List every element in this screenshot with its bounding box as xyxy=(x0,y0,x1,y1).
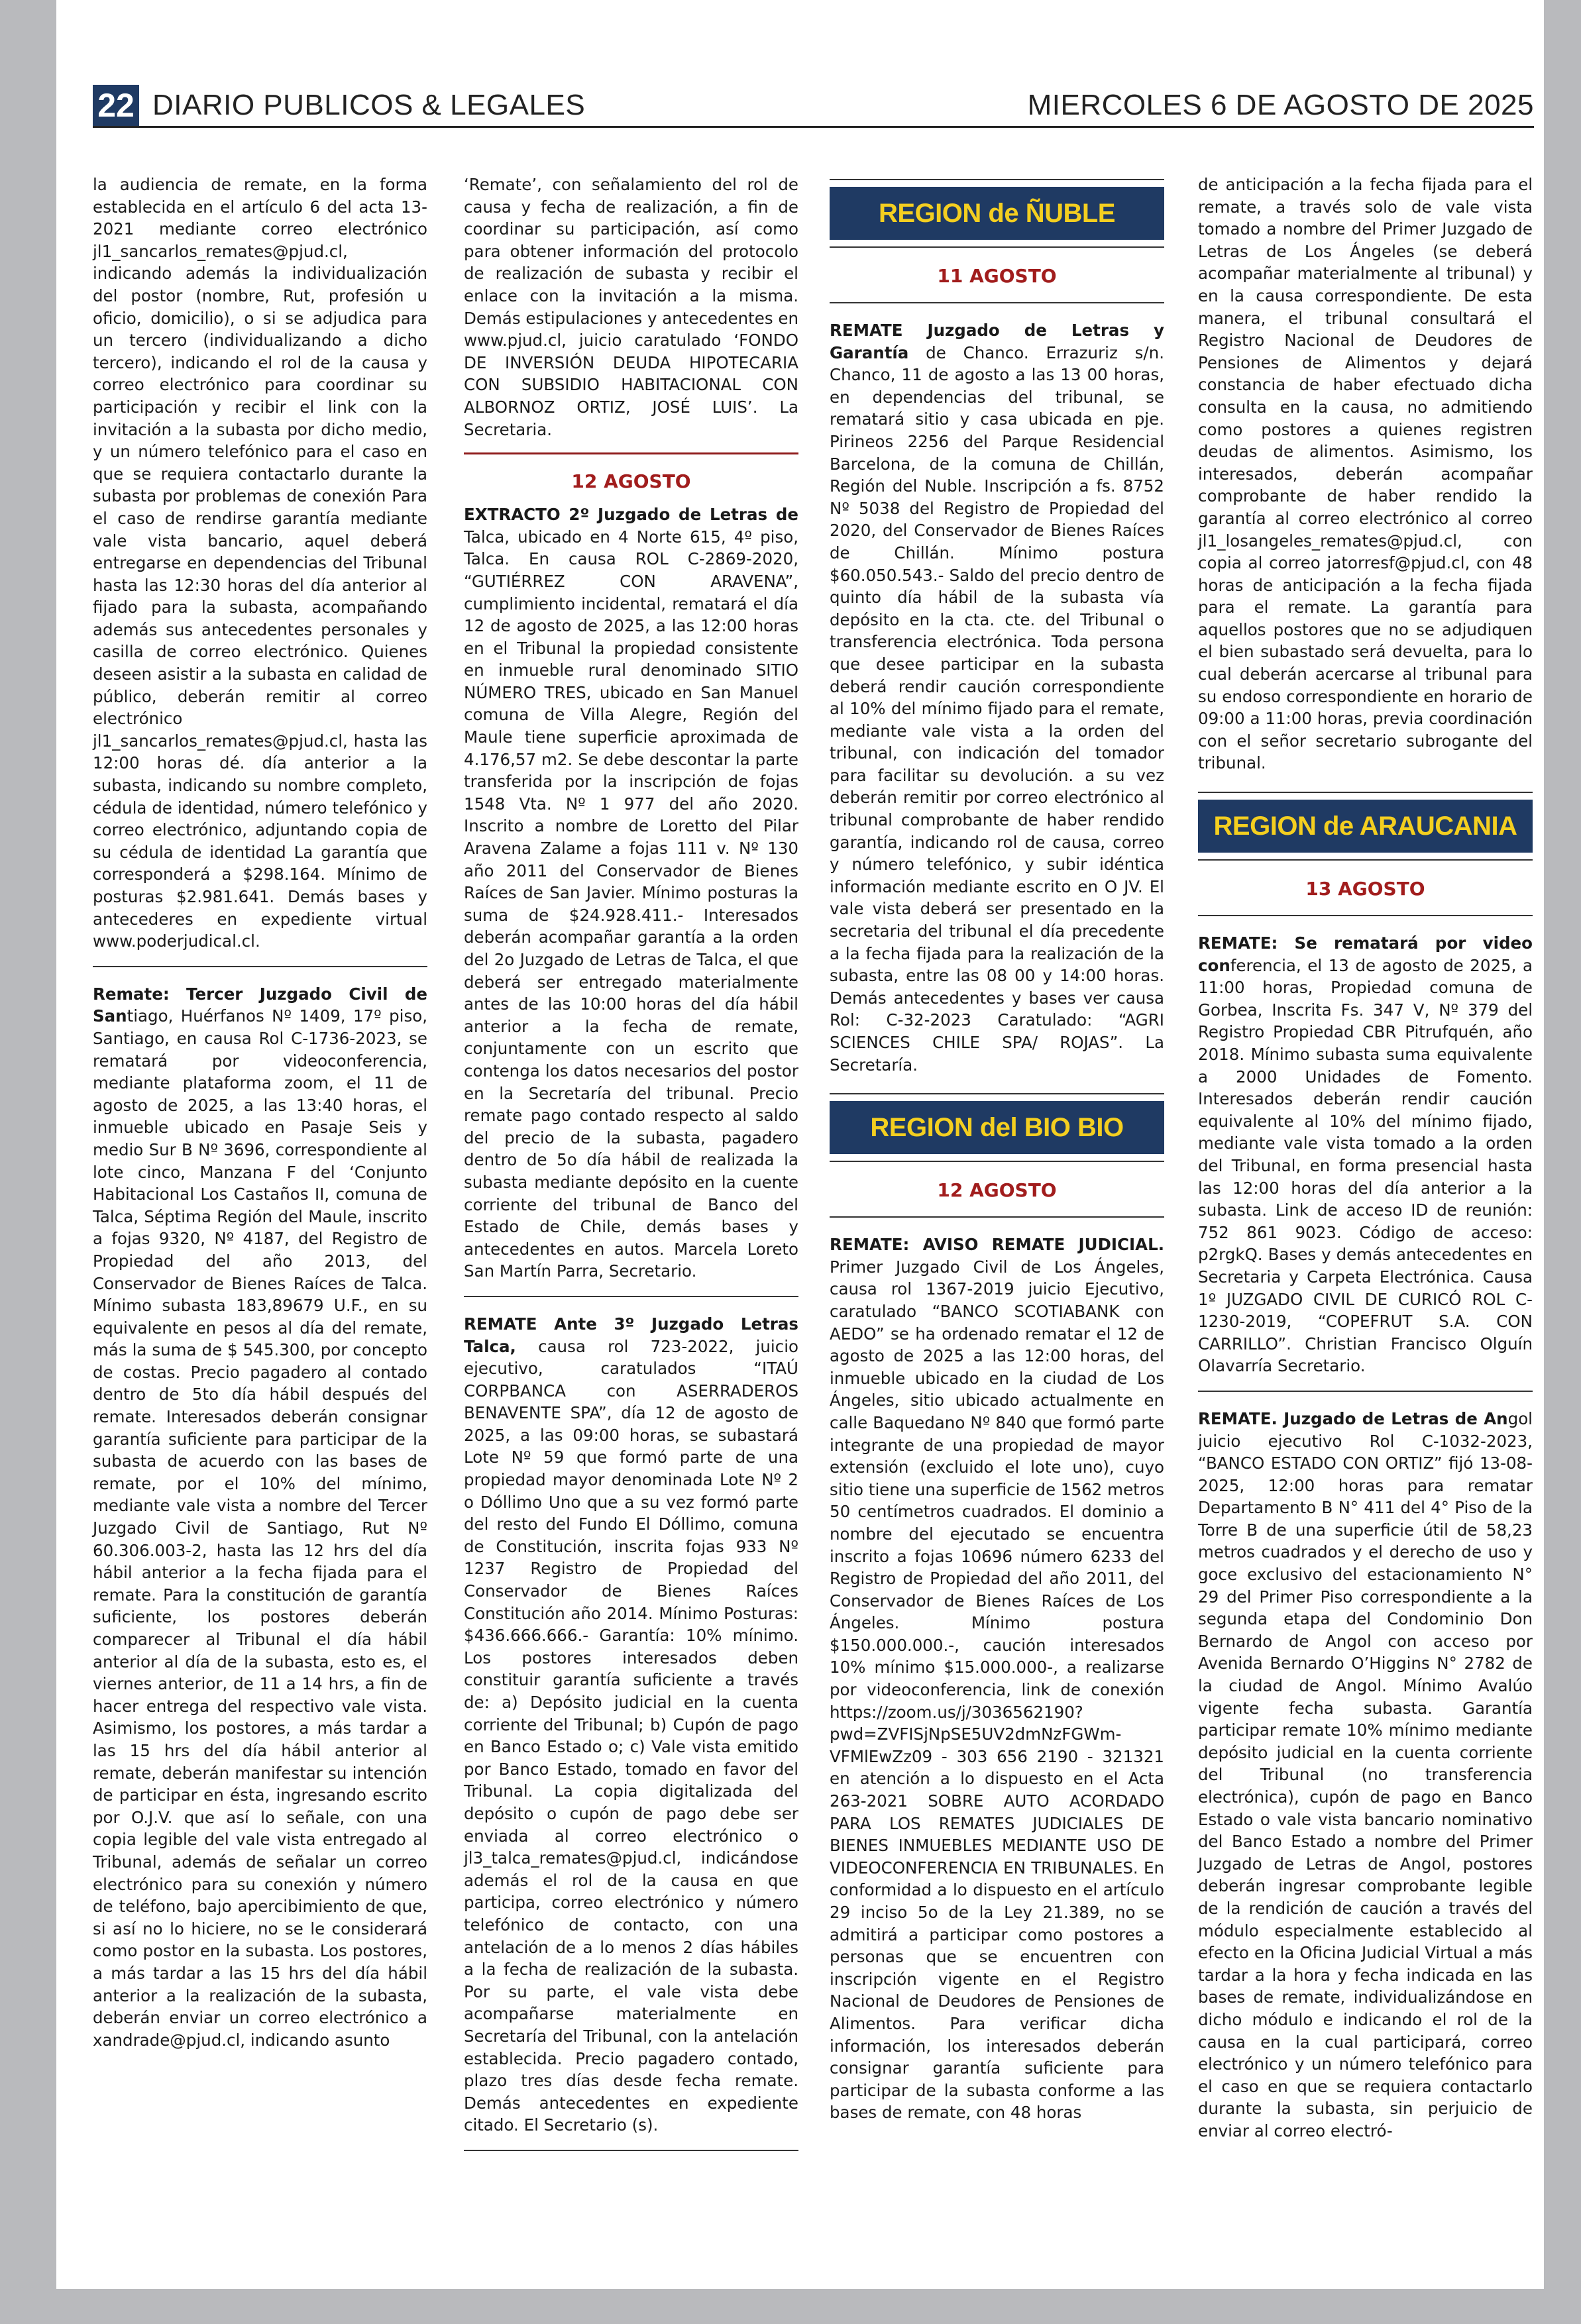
page-header xyxy=(93,85,1534,128)
notice-lead: REMATE Juzgado de Letras y Garantía xyxy=(830,321,1164,362)
region-banner xyxy=(830,179,1164,248)
publication-title: DIARIO PUBLICOS & LEGALES xyxy=(152,89,586,121)
notice xyxy=(830,1234,1164,2124)
divider xyxy=(830,1216,1164,1218)
issue-date: MIERCOLES 6 DE AGOSTO DE 2025 xyxy=(1027,89,1534,121)
notice-lead: REMATE. Juzgado de Letras de An xyxy=(1198,1408,1508,1428)
notice-text: Talca, ubicado en 4 Norte 615, 4º piso, Talca. En causa ROL C-2869-2020, “GUTIÉRREZ CON ARAVENA”, cumplimiento incidental, rematará el día 12 de agosto de 2025, a las 12:00 horas en el Tribunal la propiedad consistente en inmueble rural denominado SITIO NÚMERO TRES, ubicado en San Manuel comuna de Villa Alegre, Región del Maule tiene superficie aproximada de 4.176,57 m2. Se debe descontar la parte transferida por la inscripción de fojas 1548 Vta. Nº 1 977 del año 2020. Inscrito a nombre de Loretto del Pilar Aravena Zalame a fojas 111 v. Nº 130 año 2011 del Conservador de Bienes Raíces de San Javier. Mínimo posturas la suma de $24.928.411.- Interesados deberán acompañar garantía a la orden del 2o Juzgado de Letras de Talca, el que deberá ser entregado materialmente antes de las 10:00 horas del día hábil anterior a la fecha de remate, conjuntamente con un escrito que contenga los datos necesarios del postor en la Secretaría del tribunal. Precio remate pago contado respecto al saldo del precio de la subasta, pagadero dentro de 5o día hábil de realizada la subasta mediante depósito en la cuente corriente del tribunal de Banco del Estado de Chile, demás bases y antecedentes en autos. Marcela Loreto San Martín Parra, Secretario. xyxy=(464,527,798,1281)
notice-text: Primer Juzgado Civil de Los Ángeles, causa rol 1367-2019 juicio Ejecutivo, caratulado “BANCO SCOTIABANK con AEDO” se ha ordenado rematar el 12 de agosto de 2025 a las 12:00 horas, del inmueble ubicado en la ciudad de Los Ángeles, sitio ubicado actualmente en calle Baquedano Nº 840 que formó parte integrante de una propiedad de mayor extensión (excluido el lote uno), cuyo sitio tiene una superficie de 1562 metros 50 centímetros cuadrados. El dominio a nombre del ejecutado se encuentra inscrito a fojas 10696 número 6233 del Registro de Propiedad del año 2011, del Conservador de Bienes Raíces de Los Ángeles. Mínimo postura $150.000.000.-, caución interesados 10% mínimo $15.000.000-, a realizarse por videoconferencia, link de conexión https://zoom.us/j/3036562190?pwd=ZVFISjNpSE5UV2dmNzFGWm-VFMlEwZz09 - 303 656 2190 - 321321 en atención a lo dispuesto en el Acta 263-2021 SOBRE AUTO ACORDADO PARA LOS REMATES JUDICIALES DE BIENES INMUEBLES MEDIANTE USO DE VIDEOCONFERENCIA EN TRIBUNALES. En conformidad a lo dispuesto en el artículo 29 inciso 5o de la Ley 21.389, no se admitirá a participar como postores a personas que se encuentren con inscripción vigente en el Registro Nacional de Deudores de Pensiones de Alimentos. Para verificar dicha información, los interesados deberán consignar garantía suficiente para participar de la subasta conforme a las bases de remate, con 48 horas xyxy=(830,1257,1164,2123)
notice-text: causa rol 723-2022, juicio ejecutivo, caratulados “ITAÚ CORPBANCA con ASERRADEROS BENAVENTE SPA”, día 12 de agosto de 2025, a las 09:00 horas, se subastará Lote Nº 59 que formó parte de una propiedad mayor denominada Lote Nº 2 o Dóllimo Uno que a su vez formó parte del resto del Fundo El Dóllimo, comuna de Constitución, inscrita fojas 933 Nº 1237 Registro de Propiedad del Conservador de Bienes Raíces Constitución año 2014. Mínimo Posturas: $436.666.666.- Garantía: 10% mínimo. Los postores interesados deben constituir garantía suficiente a través de: a) Depósito judicial en la cuenta corriente del Tribunal; b) Cupón de pago en Banco Estado o; c) Vale vista emitido por Banco Estado, tomado en favor del Tribunal. La copia digitalizada del depósito o cupón de pago debe ser enviada al correo electrónico o jl3_talca_remates@pjud.cl, indicándose además el rol de la causa en que participa, correo electrónico y número telefónico de contacto, con una antelación de a lo menos 2 días hábiles a la fecha de realización de la subasta. Por su parte, el vale vista debe acompañarse materialmente en Secretaría del Tribunal, con la antelación establecida. Precio pagadero contado, plazo tres días desde fecha remate. Demás antecedentes en expediente citado. El Secretario (s). xyxy=(464,1336,798,2135)
divider xyxy=(93,966,427,967)
notice-text: de Chanco. Errazuriz s/n. Chanco, 11 de agosto a las 13 00 horas, en dependencias del tribunal, se rematará sitio y casa ubicada en pje. Pirineos 2256 del Parque Residencial Barcelona, de la comuna de Chillán, Región del Nuble. Inscripción a fs. 8752 Nº 5038 del Registro de Propiedad del 2020, del Conservador de Bienes Raíces de Chillán. Mínimo postura $60.050.543.- Saldo del precio dentro de quinto día hábil de la subasta vía depósito en la cta. cte. del Tribunal o transferencia electrónica. Toda persona que desee participar en la subasta deberá rendir caución correspondiente al 10% del mínimo fijado para el remate, mediante vale vista a la orden del tribunal, con indicación del tomador para facilitar su devolución. a su vez deberán remitir por correo electrónico al tribunal comprobante de haber rendido garantía, indicando rol de causa, correo y número telefónico, y subir idéntica información mediante escrito en O JV. El vale vista deberá ser presentado en la secretaria del tribunal el día precedente a la fecha fijada para la realización de la subasta, entre las 08 00 y 14:00 horas. Demás antecedentes y bases ver causa Rol: C-32-2023 Caratulado: “AGRI SCIENCES CHILE SPA/ ROJAS”. La Secretaría. xyxy=(830,343,1164,1075)
notice-text: de anticipación a la fecha fijada para el remate, a través solo de vale vista tomado a nombre del Primer Juzgado de Letras de Los Ángeles (se deberá acompañar materialmente al tribunal) y en la causa correspondiente. De esta manera, el tribunal consultará el Registro Nacional de Deudores de Pensiones de Alimentos y dejará constancia de haber efectuado dicha consulta en la causa, no admitiendo como postores a quienes registren deudas de alimentos. Asimismo, los interesados, deberán acompañar comprobante de haber rendido la garantía al correo electrónico al correo jl1_losangeles_remates@pjud.cl, con copia al correo jatorresf@pjud.cl, con 48 horas de anticipación a la fecha fijada para el remate. La garantía para aquellos postores que no se adjudiquen el bien subastado será devuelta, para lo cual deberán acercarse al tribunal para su endoso correspondiente en horario de 09:00 a 11:00 horas, previa coordinación con el señor secretario subrogante del tribunal. xyxy=(1198,175,1533,773)
region-banner xyxy=(830,1093,1164,1162)
divider xyxy=(464,452,798,454)
notice-text: ferencia, el 13 de agosto de 2025, a 11:00 horas, Propiedad comuna de Gorbea, Inscrita Fs. 347 V, Nº 379 del Registro Propiedad CBR Pitrufquén, año 2018. Mínimo subasta suma equivalente a 2000 Unidades de Fomento. Interesados deberán rendir caución equivalente al 10% del mínimo fijado, mediante vale vista tomado a la orden del Tribunal, en forma presencial hasta las 12:00 horas del día anterior a la subasta. Link de acceso ID de reunión: 752 861 9023. Código de acceso: p2rgkQ. Bases y demás antecedentes en Secretaria y Carpeta Electrónica. Causa 1º JUZGADO CIVIL DE CURICÓ ROL C-1230-2019, “COPEFRUT S.A. CON CARRILLO”. Christian Francisco Olguín Olavarría Secretario. xyxy=(1198,955,1533,1376)
region-title: REGION del BIO BIO xyxy=(830,1101,1164,1154)
column-3 xyxy=(830,174,1164,2124)
divider xyxy=(1198,1391,1533,1392)
date-heading: 13 AGOSTO xyxy=(1305,878,1425,900)
notice-lead: REMATE: Se rematará por video con xyxy=(1198,933,1533,975)
notice-text: tiago, Huérfanos Nº 1409, 17º piso, Santiago, en causa Rol C-1736-2023, se rematará por videoconferencia, mediante plataforma zoom, el 11 de agosto de 2025, a las 13:40 horas, el inmueble ubicado en Pasaje Seis y medio Sur B Nº 3696, correspondiente al lote cinco, Manzana F del ‘Conjunto Habitacional Los Castaños II, comuna de Talca, Séptima Región del Maule, inscrito a fojas 9320, Nº 4187, del Registro de Propiedad del año 2013, del Conservador de Bienes Raíces de Talca. Mínimo subasta 183,89679 U.F., en su equivalente en pesos al día del remate, más la suma de $ 545.300, por concepto de costas. Precio pagadero al contado dentro de 5to día hábil después del remate. Interesados deberán consignar garantía suficiente para participar de la subasta de acuerdo con las bases de remate, por el 10% del mínimo, mediante vale vista a nombre del Tercer Juzgado Civil de Santiago, Rut Nº 60.306.003-2, hasta las 12 hrs del día hábil anterior a la fecha fijada para el remate. Para la constitución de garantía suficiente, los postores deberán comparecer al Tribunal el día hábil anterior al día de la subasta, esto es, el viernes anterior, de 11 a 14 hrs, a fin de hacer entrega del respectivo vale vista. Asimismo, los postores, a más tardar a las 15 hrs del día hábil anterior al remate, deberán manifestar su intención de participar en ésta, ingresando escrito por O.J.V. que así lo señale, con una copia legible del vale vista entregado al Tribunal, además de señalar un correo electrónico para su conexión y número de teléfono, bajo apercibimiento de que, si así no lo hiciere, no se le considerará como postor en la subasta. Los postores, a más tardar a las 15 hrs del día hábil anterior a la realización de la subasta, deberán enviar un correo electrónico a xandrade@pjud.cl, indicando asunto xyxy=(93,1006,427,2050)
region-title: REGION de ARAUCANIA xyxy=(1198,800,1533,853)
column-2 xyxy=(464,174,798,2167)
page-number: 22 xyxy=(93,85,139,126)
date-heading: 11 AGOSTO xyxy=(937,265,1057,287)
column-1 xyxy=(93,174,427,2051)
notice xyxy=(830,319,1164,1076)
notice-text: ‘Remate’, con señalamiento del rol de causa y fecha de realización, a fin de coordinar su participación, así como para obtener información del protocolo de realización de subasta y recibir el enlace con la invitación a la misma. Demás estipulaciones y antecedentes en www.pjud.cl, juicio caratulado ‘FONDO DE INVERSIÓN DEUDA HIPOTECARIA CON SUBSIDIO HABITACIONAL CON ALBORNOZ ORTIZ, JOSÉ LUIS’. La Secretaria. xyxy=(464,175,798,439)
date-heading: 12 AGOSTO xyxy=(571,470,691,493)
column-4 xyxy=(1198,174,1533,2142)
divider xyxy=(464,2150,798,2151)
notice xyxy=(464,503,798,1283)
notice-lead: EXTRACTO 2º Juzgado de Letras de xyxy=(464,505,798,525)
date-heading: 12 AGOSTO xyxy=(937,1179,1057,1202)
notice-lead: Remate: Tercer Juzgado Civil de San xyxy=(93,984,427,1026)
notice xyxy=(1198,932,1533,1377)
divider xyxy=(464,1296,798,1297)
divider xyxy=(1198,915,1533,916)
notice xyxy=(464,1313,798,2137)
region-title: REGION de ÑUBLE xyxy=(830,187,1164,240)
notice-lead: REMATE: AVISO REMATE JUDICIAL. xyxy=(830,1235,1164,1255)
divider xyxy=(830,302,1164,303)
notice xyxy=(93,983,427,2052)
notice-text: la audiencia de remate, en la forma establecida en el artículo 6 del acta 13-2021 mediante correo electrónico jl1_sancarlos_remates@pjud.cl, indicando además la individualización del postor (nombre, Rut, profesión u oficio, domicilio), o si se adjudica para un tercero (individualizando a dicho tercero), indicando el rol de la causa y correo electrónico para coordinar su participación y recibir el link con la invitación a la subasta por dicho medio, y un número telefónico para el caso en que se requiera contactarlo durante la subasta por problemas de conexión Para el caso de rendirse garantía mediante vale vista bancario, aquel deberá entregarse en dependencias del Tribunal hasta las 12:30 horas del día anterior al fijado para la subasta, acompañando además sus antecedentes personales y casilla de correo electrónico. Quienes deseen asistir a la subasta en calidad de público, deberán remitir al correo electrónico jl1_sancarlos_remates@pjud.cl, hasta las 12:00 horas dé. día anterior a la subasta, indicando su nombre completo, cédula de identidad, número telefónico y correo electrónico, adjuntando copia de su cédula de identidad La garantía que corresponderá a $298.164. Mínimo de posturas $2.981.641. Demás bases y antecederes en expediente virtual www.poderjudical.cl. xyxy=(93,175,427,951)
notice xyxy=(1198,1408,1533,2142)
notice-text: gol juicio ejecutivo Rol C-1032-2023, “BANCO ESTADO CON ORTIZ” fijó 13-08-2025, 12:00 horas para rematar Departamento B N° 411 del 4° Piso de la Torre B de una superficie útil de 58,23 metros cuadrados y el derecho de uso y goce exclusivo del estacionamiento N° 29 del Primer Piso correspondiente a la segunda etapa del Condominio Don Bernardo de Angol con acceso por Avenida Bernardo O’Higgins N° 2782 de la ciudad de Angol. Mínimo Avalúo vigente fecha subasta. Garantía participar remate 10% mínimo mediante depósito judicial en la cuenta corriente del Tribunal (no transferencia electrónica), cupón de pago en Banco Estado o vale vista bancario nominativo del Banco Estado a nombre del Primer Juzgado de Letras de Angol, postores deberán ingresar comprobante legible de la rendición de caución a través del módulo especialmente establecido al efecto en la Oficina Judicial Virtual a más tardar a la hora y fecha indicada en las bases de remate, individualizándose en dicho módulo e indicando el rol de la causa en la cual participará, correo electrónico y un número telefónico para el caso en que se requiera contactarlo durante la subasta, sin perjuicio de enviar al correo electró- xyxy=(1198,1408,1533,2140)
notice-lead: REMATE Ante 3º Juzgado Letras Talca, xyxy=(464,1314,798,1356)
region-banner xyxy=(1198,792,1533,861)
